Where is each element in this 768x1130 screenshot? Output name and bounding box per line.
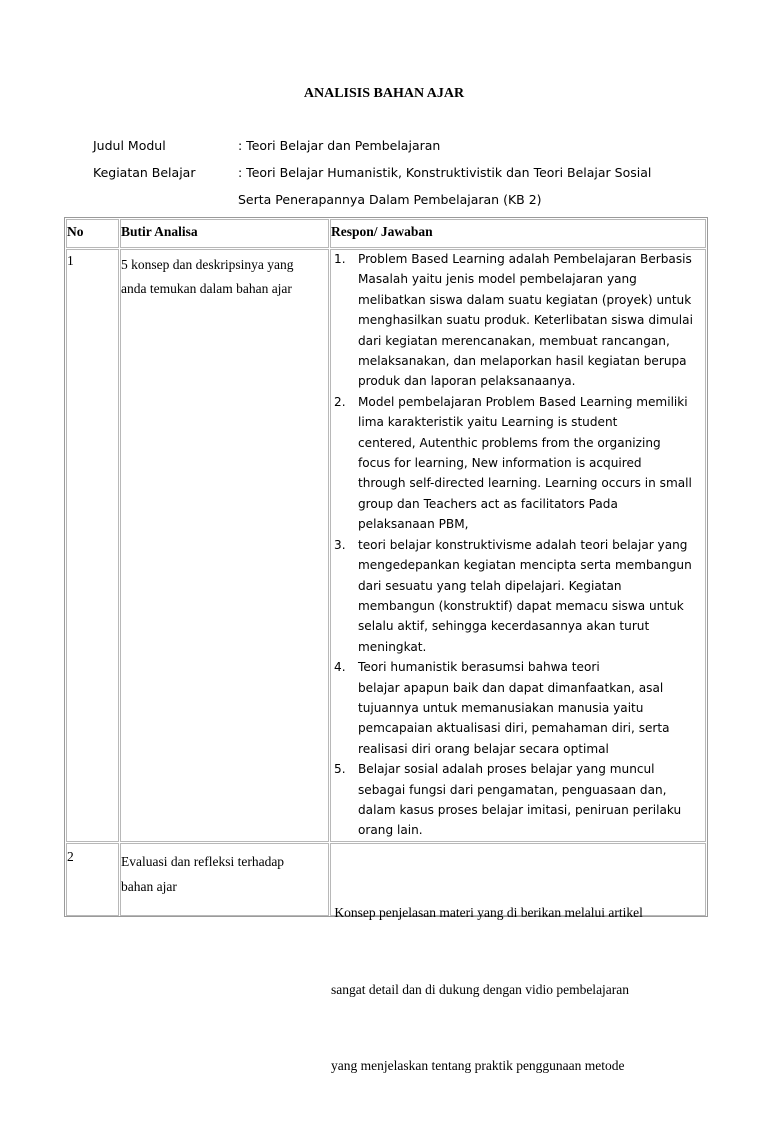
list-item-number: 5. — [334, 762, 346, 777]
meta-value: : Teori Belajar dan Pembelajaran — [238, 138, 441, 153]
row2-item-text — [121, 849, 284, 899]
list-item-line: meningkat. — [358, 639, 427, 654]
row1-item-line: anda temukan dalam bahan ajar — [121, 281, 292, 296]
list-item-number: 2. — [334, 394, 346, 409]
header-cell-respon — [330, 219, 706, 248]
row2-cell-response — [330, 843, 706, 1073]
list-item-line: sebagai fungsi dari pengamatan, penguasaan dan, — [358, 782, 667, 797]
list-item-line: melaksanakan, dan melaporkan hasil kegiatan berupa — [358, 354, 687, 369]
row1-cell-item — [120, 249, 329, 842]
document-title: ANALISIS BAHAN AJAR — [303, 86, 465, 101]
list-item-line: dalam kasus proses belajar imitasi, peniruan perilaku — [358, 802, 682, 817]
list-item-line: orang lain. — [358, 823, 423, 838]
list-item-line: focus for learning, New information is acquired — [358, 456, 642, 471]
list-item — [332, 759, 708, 841]
header-respon-jawaban: Respon/ Jawaban — [331, 224, 433, 239]
header-cell-no — [66, 219, 119, 248]
meta-key: Judul Modul — [93, 138, 166, 153]
meta-value: Serta Penerapannya Dalam Pembelajaran (KB 2) — [238, 192, 542, 207]
header-no: No — [67, 224, 84, 239]
list-item-line: Belajar sosial adalah proses belajar yang muncul — [358, 762, 655, 777]
row1-item-text — [121, 253, 293, 301]
list-item-line: dari kegiatan merencanakan, membuat rancangan, — [358, 333, 670, 348]
list-item — [332, 657, 708, 759]
list-item-line: selalu aktif, sehingga kecerdasannya akan turut — [358, 619, 650, 634]
meta-row-judul-modul — [93, 137, 733, 155]
list-item-line: Model pembelajaran Problem Based Learning memiliki — [358, 394, 688, 409]
list-item — [332, 249, 708, 392]
list-item-line: membangun (konstruktif) dapat memacu siswa untuk — [358, 598, 684, 613]
row2-item-line: Evaluasi dan refleksi terhadap — [121, 854, 285, 869]
row2-response-line: yang menjelaskan tentang praktik penggunaan metode — [331, 1058, 625, 1073]
row2-item-line: bahan ajar — [121, 879, 177, 894]
response-list — [332, 249, 708, 841]
row2-response-line: Konsep penjelasan materi yang di berikan melalui artikel — [331, 905, 643, 920]
list-item — [332, 535, 708, 657]
meta-row-kegiatan-belajar-cont — [93, 191, 733, 209]
list-item-line: Masalah yaitu jenis model pembelajaran yang — [358, 272, 637, 287]
row2-response-line: sangat detail dan di dukung dengan vidio pembelajaran — [331, 981, 630, 997]
meta-value: : Teori Belajar Humanistik, Konstruktivistik dan Teori Belajar Sosial — [238, 165, 652, 180]
list-item-line: melibatkan siswa dalam suatu kegiatan (proyek) untuk — [358, 292, 692, 307]
row2-response-text — [331, 849, 643, 1130]
list-item-line: dari sesuatu yang telah dipelajari. Kegiatan — [358, 578, 622, 593]
row2-no: 2 — [67, 849, 74, 864]
row2-cell-item — [120, 843, 329, 916]
list-item-line: belajar apapun baik dan dapat dimanfaatkan, asal — [358, 680, 664, 695]
list-item-line: Teori humanistik berasumsi bahwa teori — [358, 660, 600, 675]
list-item-line: group dan Teachers act as facilitators Pada — [358, 496, 618, 511]
list-item-line: mengedepankan kegiatan mencipta serta membangun — [358, 558, 692, 573]
row1-item-line: 5 konsep dan deskripsinya yang — [121, 257, 294, 272]
header-butir-analisa: Butir Analisa — [121, 224, 198, 239]
list-item-line: tujuannya untuk memanusiakan manusia yaitu — [358, 700, 644, 715]
list-item-line: menghasilkan suatu produk. Keterlibatan siswa dimulai — [358, 313, 693, 328]
row1-no: 1 — [67, 253, 74, 268]
list-item — [332, 392, 708, 535]
meta-row-kegiatan-belajar — [93, 164, 733, 182]
analysis-table — [64, 217, 708, 1073]
list-item-line: teori belajar konstruktivisme adalah teori belajar yang — [358, 537, 688, 552]
meta-key: Kegiatan Belajar — [93, 165, 196, 180]
list-item-line: pelaksanaan PBM, — [358, 517, 469, 532]
list-item-number: 3. — [334, 537, 346, 552]
list-item-line: lima karakteristik yaitu Learning is student — [358, 415, 618, 430]
header-cell-butir — [120, 219, 329, 248]
list-item-line: Problem Based Learning adalah Pembelajaran Berbasis — [358, 252, 692, 266]
list-item-number: 4. — [334, 660, 346, 675]
list-item-line: realisasi diri orang belajar secara optimal — [358, 741, 609, 756]
list-item-line: centered, Autenthic problems from the organizing — [358, 435, 661, 450]
row1-cell-no — [66, 249, 119, 842]
list-item-line: through self-directed learning. Learning occurs in small — [358, 476, 692, 491]
list-item-number: 1. — [334, 252, 346, 266]
row2-cell-no — [66, 843, 119, 916]
list-item-line: produk dan laporan pelaksanaanya. — [358, 374, 576, 389]
list-item-line: pemcapaian aktualisasi diri, pemahaman diri, serta — [358, 721, 670, 736]
